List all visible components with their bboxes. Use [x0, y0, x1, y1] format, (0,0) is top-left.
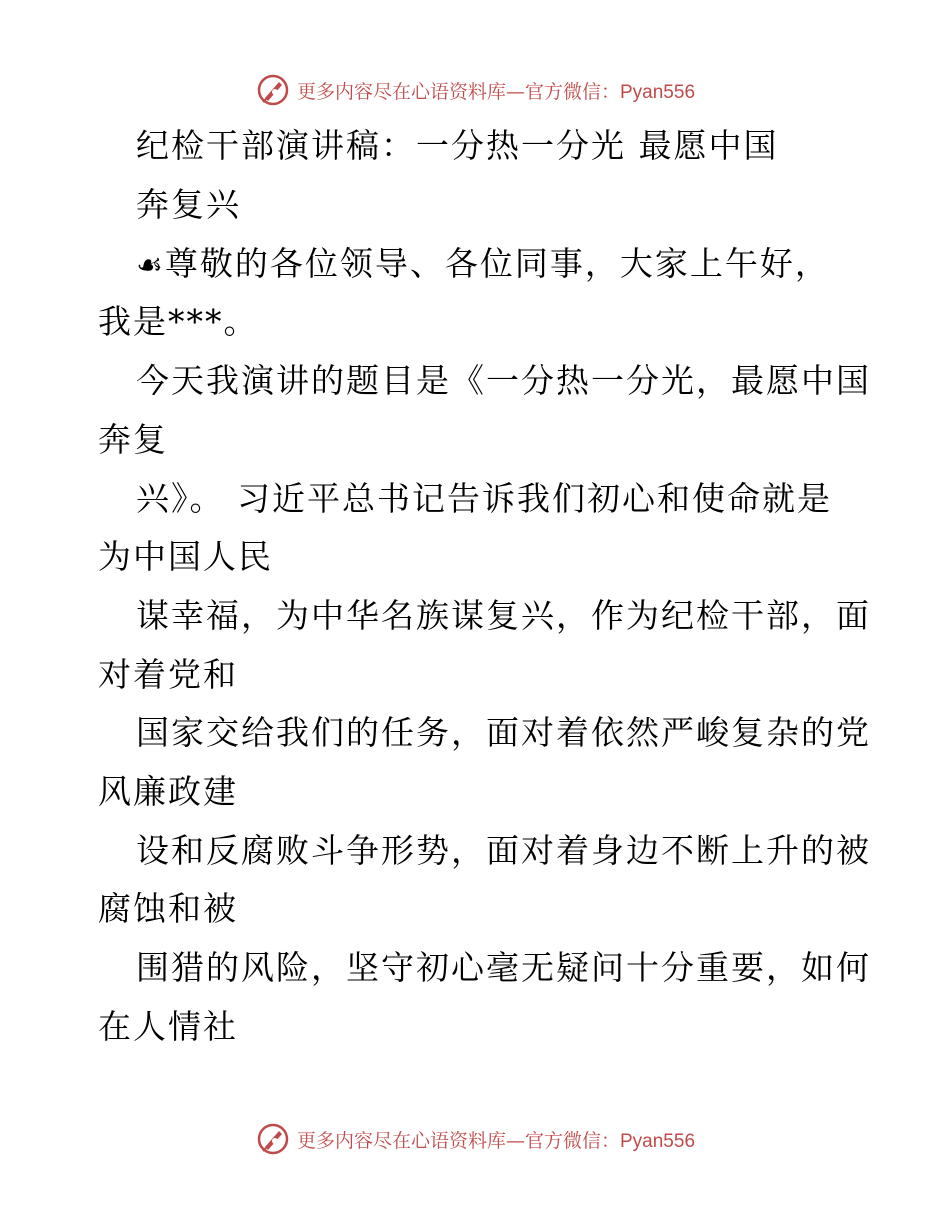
body-line: 奔复	[98, 420, 168, 459]
footer-banner-text: 更多内容尽在心语资料库—官方微信：Pyan556	[296, 1129, 696, 1152]
fleuron-icon: ☙	[136, 248, 165, 283]
body-line: 为中国人民	[98, 537, 273, 576]
header-banner-text: 更多内容尽在心语资料库—官方微信：Pyan556	[296, 80, 696, 103]
body-line: 腐蚀和被	[98, 889, 238, 928]
body-line: 设和反腐败斗争形势，面对着身边不断上升的被	[136, 831, 871, 870]
greeting-line: ☙尊敬的各位领导、各位同事，大家上午好，	[136, 244, 830, 283]
body-line: 风廉政建	[98, 772, 238, 811]
body-line: 我是***。	[98, 302, 259, 341]
document-title-line-2: 奔复兴	[136, 185, 241, 224]
body-line: 在人情社	[98, 1007, 238, 1046]
body-line: 今天我演讲的题目是《一分热一分光，最愿中国	[136, 361, 871, 400]
body-line: 围猎的风险，坚守初心毫无疑问十分重要，如何	[136, 948, 871, 987]
body-line: 对着党和	[98, 655, 238, 694]
pen-seal-logo-icon	[255, 72, 291, 108]
body-line: 兴》。 习近平总书记告诉我们初心和使命就是	[136, 479, 832, 518]
pen-seal-logo-icon	[255, 1121, 291, 1157]
header-banner	[0, 70, 950, 110]
document-title-line-1: 纪检干部演讲稿：一分热一分光 最愿中国	[136, 126, 779, 165]
body-line: 国家交给我们的任务，面对着依然严峻复杂的党	[136, 713, 871, 752]
body-line: 谋幸福，为中华名族谋复兴，作为纪检干部，面	[136, 596, 871, 635]
footer-banner	[0, 1119, 950, 1159]
